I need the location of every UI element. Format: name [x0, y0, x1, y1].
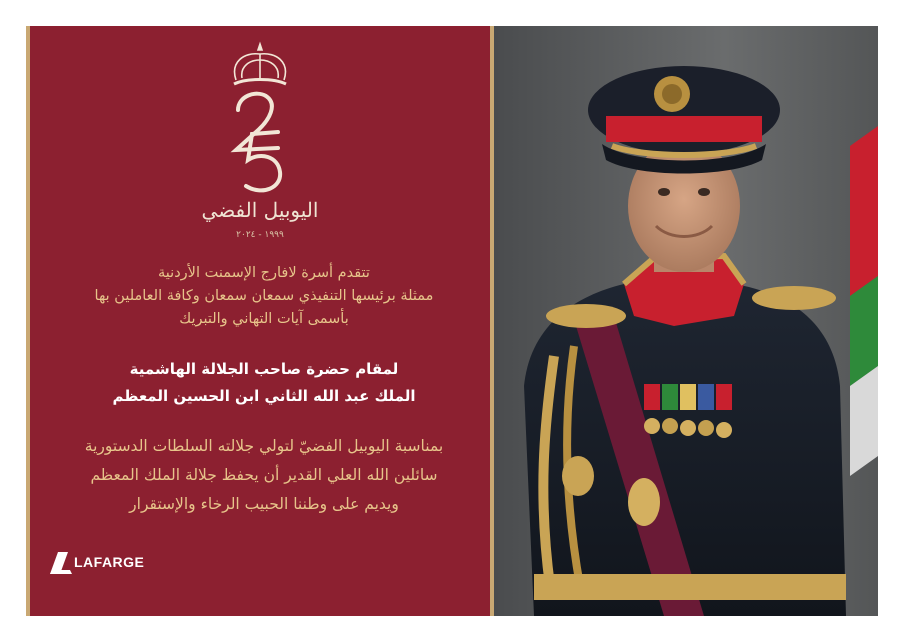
- lafarge-logo: [48, 550, 158, 576]
- portrait-photo: [494, 26, 878, 616]
- message-line: ممثلة برئيسها التنفيذي سمعان سمعان وكافة العاملين بها: [94, 288, 434, 304]
- jubilee-years: ١٩٩٩ - ٢٠٢٤: [236, 230, 284, 240]
- congratulation-ad: [26, 26, 878, 616]
- logo-text: LAFARGE: [74, 554, 145, 570]
- message-line: تتقدم أسرة لافارج الإسمنت الأردنية: [158, 265, 370, 281]
- message-line: لمقام حضرة صاحب الجلالة الهاشمية: [129, 360, 399, 378]
- lafarge-mark-icon: [48, 550, 74, 576]
- message-line: بمناسبة اليوبيل الفضيّ لتولي جلالته السلطات الدستورية: [84, 437, 444, 455]
- message-line: الملك عبد الله الثاني ابن الحسين المعظم: [112, 387, 416, 405]
- opening-message: [50, 262, 478, 331]
- addressee-message: [50, 356, 478, 410]
- closing-message: [50, 432, 478, 519]
- jubilee-title: اليوبيل الفضي: [201, 198, 319, 222]
- message-panel: [26, 26, 494, 616]
- silver-jubilee-25-emblem: [216, 40, 304, 200]
- message-line: سائلين الله العلي القدير أن يحفظ جلالة الملك المعظم: [90, 466, 438, 484]
- message-line: ويديم على وطننا الحبيب الرخاء والإستقرار: [129, 495, 399, 513]
- message-line: بأسمى آيات التهاني والتبريك: [179, 311, 349, 327]
